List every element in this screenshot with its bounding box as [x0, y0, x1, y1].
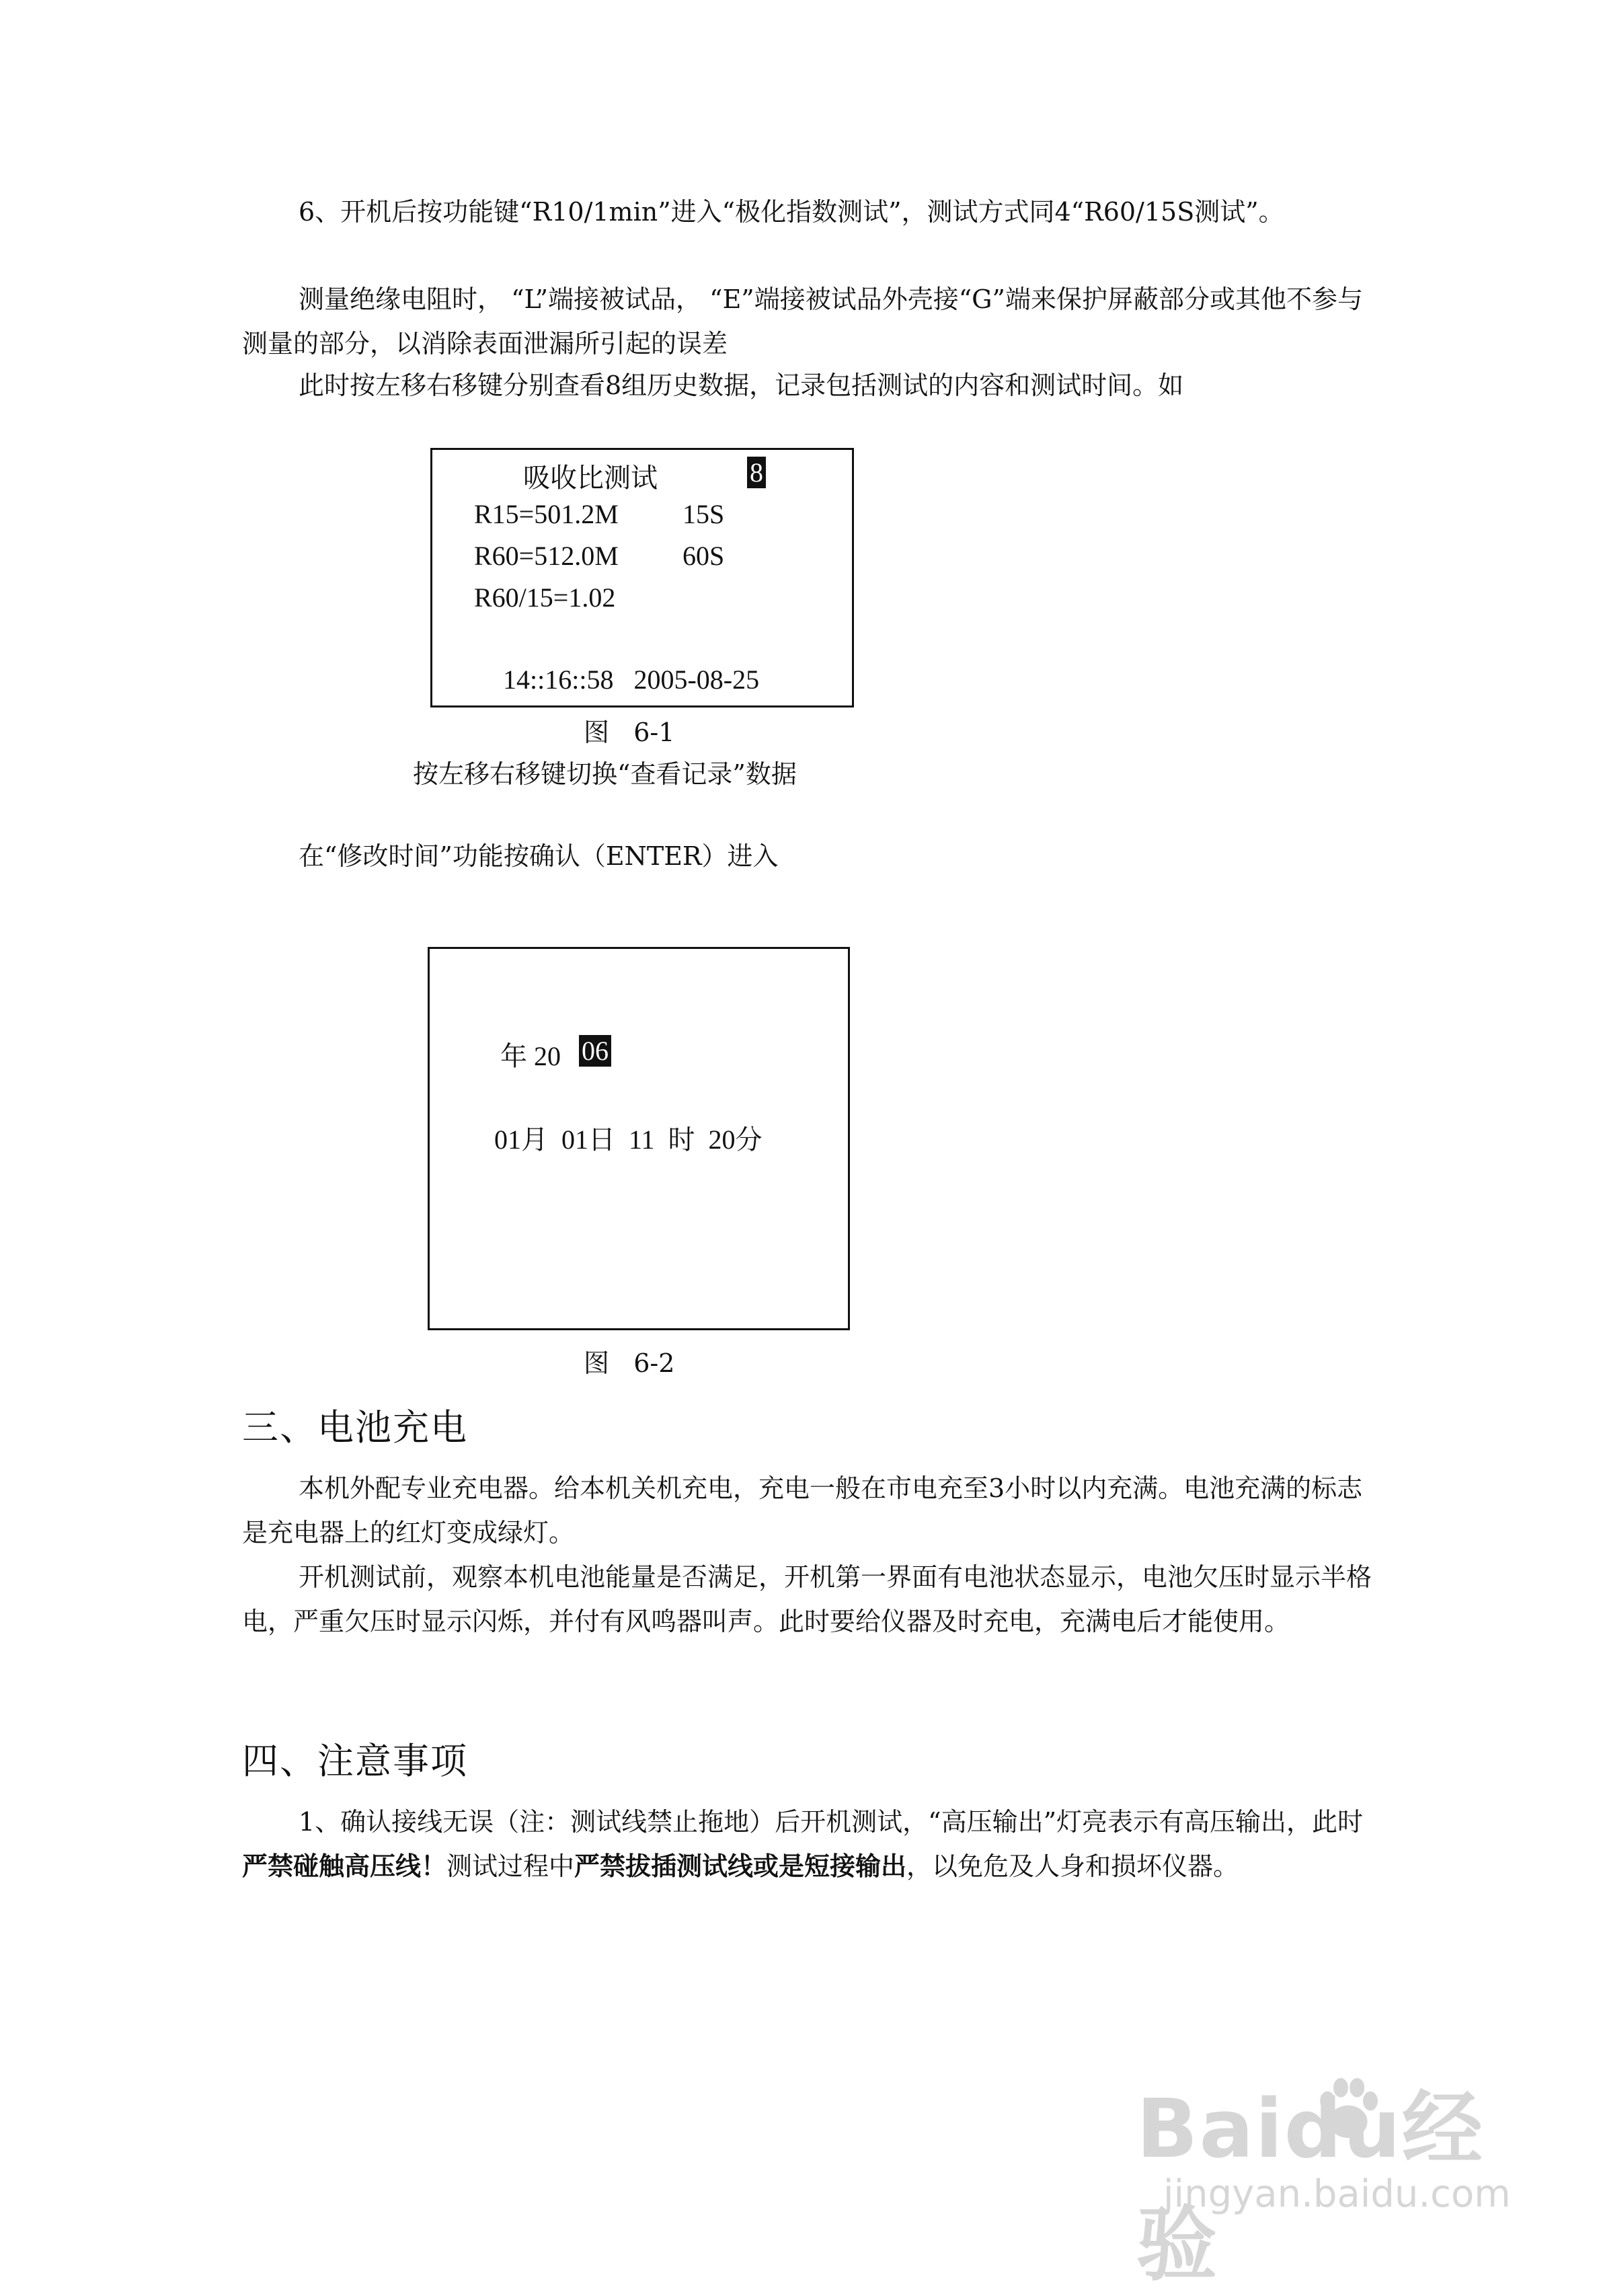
- paragraph-battery-status: 开机测试前，观察本机电池能量是否满足，开机第一界面有电池状态显示，电池欠压时显示半格电，严重欠压时显示闪烁，并付有风鸣器叫声。此时要给仪器及时充电，充满电后才能使用。: [242, 1562, 1372, 1636]
- baidu-jingyan-watermark: [1136, 2065, 1513, 2292]
- paragraph-safety: [242, 1800, 1372, 1888]
- lcd-r60-value: R60=512.0M: [474, 541, 619, 571]
- lcd-r15-time: 15S: [682, 499, 725, 529]
- lcd-r15-value: R15=501.2M: [474, 499, 619, 529]
- watermark-url: jingyan.baidu.com: [1163, 2172, 1511, 2216]
- lcd-year-label: 年 20: [500, 1041, 561, 1071]
- lcd-ratio-value: R60/15=1.02: [474, 582, 616, 613]
- figure-6-1-caption: 图 6-1: [584, 718, 675, 747]
- section-heading-battery-charging: 三、电池充电: [242, 1406, 468, 1449]
- safety-text-3: ，以免危及人身和损坏仪器。: [906, 1851, 1239, 1881]
- safety-warning-hv: 严禁碰触高压线！: [242, 1851, 447, 1881]
- paragraph-polarization-index: 6、开机后按功能键“R10/1min”进入“极化指数测试”，测试方式同4“R60/15S测试”。: [299, 197, 1284, 227]
- lcd-title: 吸收比测试: [523, 463, 658, 493]
- safety-text-1: 1、确认接线无误（注：测试线禁止拖地）后开机测试，“高压输出”灯亮表示有高压输出，此时: [299, 1807, 1364, 1837]
- paragraph-modify-time: 在“修改时间”功能按确认（ENTER）进入: [299, 841, 779, 871]
- watermark-logo: Baidu经验: [1136, 2083, 1484, 2292]
- lcd-datetime: 01月 01日 11 时 20分: [494, 1124, 763, 1155]
- lcd-figure-6-1: [430, 448, 854, 707]
- figure-6-1-note: 按左移右移键切换“查看记录”数据: [413, 759, 797, 789]
- lcd-timestamp: 14::16::58 2005-08-25: [503, 664, 760, 695]
- section-heading-precautions: 四、注意事项: [242, 1740, 468, 1782]
- figure-6-2-caption: 图 6-2: [584, 1348, 675, 1378]
- lcd-figure-6-2: [428, 947, 850, 1330]
- safety-warning-cables: 严禁拔插测试线或是短接输出: [574, 1851, 907, 1881]
- lcd-r60-time: 60S: [682, 541, 725, 571]
- lcd-year-highlight: 06: [579, 1035, 611, 1067]
- lcd-record-index: 8: [747, 457, 766, 488]
- safety-text-2: 测试过程中: [446, 1851, 575, 1881]
- paragraph-insulation-measurement: 测量绝缘电阻时， “L”端接被试品， “E”端接被试品外壳接“G”端来保护屏蔽部分或其他不参与测量的部分，以消除表面泄漏所引起的误差: [242, 284, 1363, 358]
- paragraph-history-data: 此时按左移右移键分别查看8组历史数据，记录包括测试的内容和测试时间。如: [299, 371, 1184, 400]
- paragraph-charger: 本机外配专业充电器。给本机关机充电，充电一般在市电充至3小时以内充满。电池充满的标志是充电器上的红灯变成绿灯。: [242, 1474, 1363, 1547]
